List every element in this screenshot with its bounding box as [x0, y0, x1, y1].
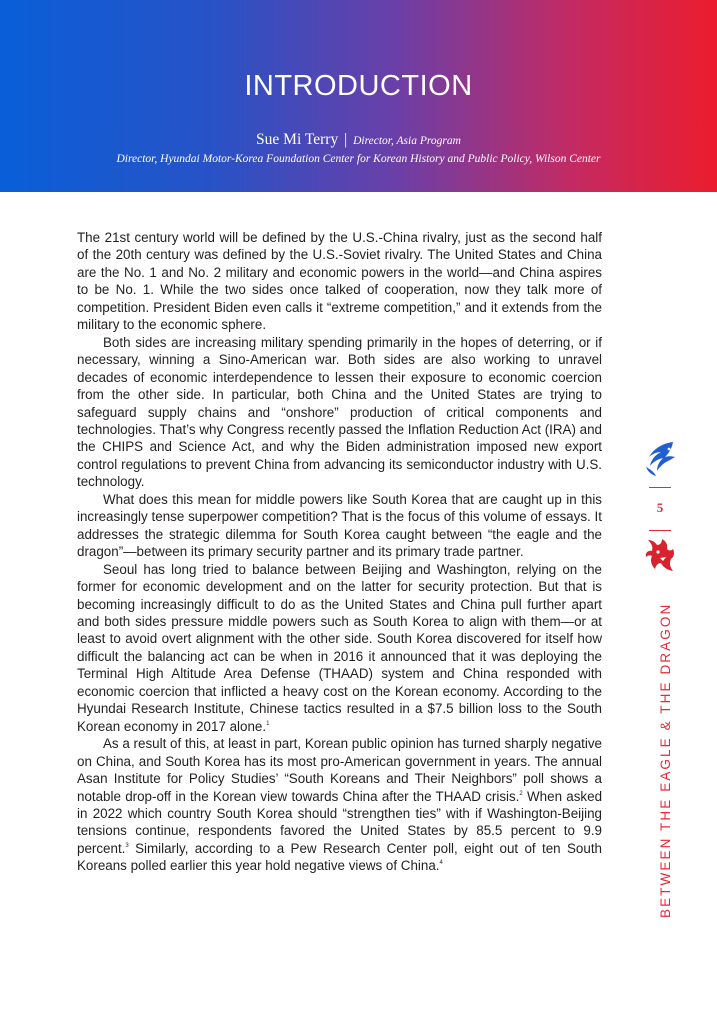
author-affiliation: Director, Hyundai Motor-Korea Foundation Center for Korean History and Public Policy, Wilson Center [116, 153, 601, 165]
paragraph-4 [77, 561, 602, 736]
author-line [0, 131, 717, 149]
dragon-icon [642, 536, 678, 574]
paragraph-5 [77, 735, 602, 875]
author-role: Director, Asia Program [353, 135, 461, 147]
running-title: BETWEEN THE EAGLE & THE DRAGON [658, 602, 673, 918]
paragraph-1: The 21st century world will be defined by the U.S.-China rivalry, just as the second half of the 20th century was defined by the U.S.-Soviet rivalry. The United States and China are the No. 1 and No. 2 military and economic powers in the world—and China aspires to be No. 1. While the two sides once talked of cooperation, now they talk more of competition. President Biden even calls it “extreme competition,” and it extends from the military to the economic sphere. [77, 230, 602, 333]
paragraph-5-text-c: Similarly, according to a Pew Research Center poll, eight out of ten South Koreans polled earlier this year hold negative views of China. [77, 840, 602, 874]
rail-divider-bottom [649, 530, 671, 531]
footnote-ref-4[interactable]: 4 [439, 860, 443, 867]
rail-divider-top [649, 487, 671, 488]
footnote-ref-3[interactable]: 3 [125, 842, 129, 849]
header-banner [0, 0, 717, 192]
paragraph-4-text: Seoul has long tried to balance between Beijing and Washington, relying on the former for economic development and on the latter for security protection. But that is becoming increasingly difficult to do as the United States and China pull further apart and both sides pressure middle powers such as South Korea to align with them—or at least to avoid overt alignment with the other side. South Korea discovered for itself how difficult the balancing act can be when in 2016 it announced that it was deploying the Terminal High Altitude Area Defense (THAAD) system and China responded with economic coercion that inflicted a heavy cost on the Korean economy. According to the Hyundai Research Institute, Chinese tactics resulted in a $7.5 billion loss to the South Korean economy in 2017 alone. [77, 561, 602, 734]
paragraph-2: Both sides are increasing military spending primarily in the hopes of deterring, or if necessary, winning a Sino-American war. Both sides are also working to unravel decades of economic interdependence to lessen their exposure to economic coercion from the other side. In particular, both China and the United States are trying to safeguard supply chains and “onshore” production of critical components and technologies. That’s why Congress recently passed the Inflation Reduction Act (IRA) and the CHIPS and Science Act, and why the Biden administration imposed new export control regulations to prevent China from advancing its semiconductor industry with U.S. technology. [77, 334, 603, 490]
page-title: INTRODUCTION [244, 70, 473, 102]
eagle-icon [642, 440, 678, 478]
page-number: 5 [656, 500, 664, 515]
footnote-ref-1[interactable]: 1 [266, 720, 270, 727]
article-body [77, 229, 602, 875]
footnote-ref-2[interactable]: 2 [519, 790, 523, 797]
paragraph-5-text-b: When asked in 2022 which country South Korea should “strengthen ties” with if Washington-Beijing tensions continue, respondents favored the United States by 85.5 percent to 9.9 percent. [77, 788, 603, 856]
author-name: Sue Mi Terry [256, 131, 339, 148]
paragraph-3: What does this mean for middle powers like South Korea that are caught up in this increasingly tense superpower competition? That is the focus of this volume of essays. It addresses the strategic dilemma for South Korea caught between “the eagle and the dragon”—between its primary security partner and its primary trade partner. [77, 491, 602, 560]
paragraph-5-text-a: As a result of this, at least in part, Korean public opinion has turned sharply negative on China, and South Korea has its most pro-American government in years. The annual Asan Institute for Policy Studies’ “South Koreans and Their Neighbors” poll shows a notable drop-off in the Korean view towards China after the THAAD crisis. [77, 736, 602, 804]
author-separator: | [344, 131, 348, 148]
